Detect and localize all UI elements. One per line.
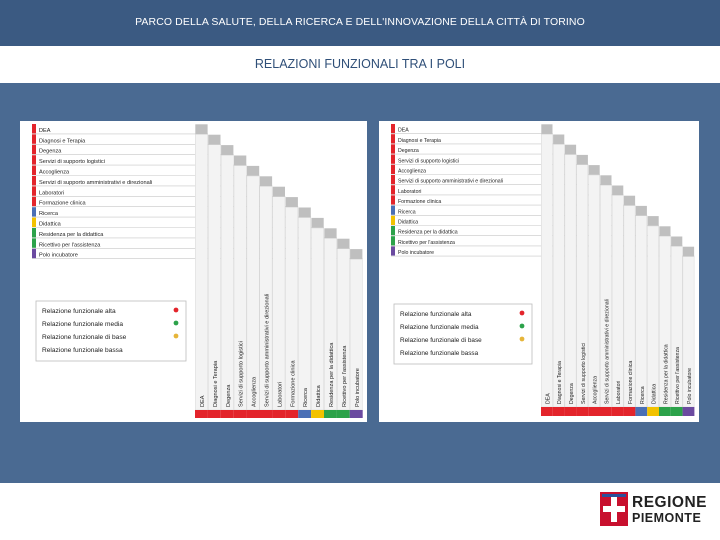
logo-text-line2: PIEMONTE bbox=[632, 511, 702, 525]
pole-color-marker bbox=[32, 197, 36, 206]
pole-column-label: DEA bbox=[545, 393, 552, 404]
header-title: PARCO DELLA SALUTE, DELLA RICERCA E DELL'INNOVAZIONE DELLA CITTÀ DI TORINO bbox=[135, 16, 585, 28]
pole-color-bar bbox=[247, 410, 260, 418]
pole-row-label: Accoglienza bbox=[39, 169, 70, 176]
pole-row-label: Accoglienza bbox=[398, 168, 426, 175]
matrix-cell bbox=[221, 145, 233, 155]
pole-color-marker bbox=[32, 238, 36, 247]
pole-row-label: Diagnosi e Terapia bbox=[398, 137, 441, 144]
pole-color-marker bbox=[32, 207, 36, 216]
pole-color-bar bbox=[624, 407, 636, 416]
pole-color-marker bbox=[32, 155, 36, 164]
pole-color-bar bbox=[635, 407, 647, 416]
matrix-cell bbox=[337, 239, 349, 249]
matrix-cell bbox=[299, 208, 311, 218]
legend-label: Relazione funzionale bassa bbox=[400, 350, 479, 357]
pole-column-label: Ricerca bbox=[303, 388, 310, 407]
legend-dot-alta bbox=[174, 308, 179, 313]
pole-row-label: Polo incubatore bbox=[39, 252, 78, 259]
matrix-cell bbox=[671, 237, 682, 247]
column-band bbox=[636, 216, 647, 407]
legend-dot-alta bbox=[520, 311, 525, 316]
pole-color-bar bbox=[671, 407, 683, 416]
pole-color-marker bbox=[391, 195, 395, 204]
matrix-cell bbox=[683, 247, 694, 257]
matrix-cell bbox=[659, 226, 670, 236]
pole-color-marker bbox=[32, 176, 36, 185]
column-band bbox=[648, 226, 659, 407]
legend-dot-base bbox=[520, 337, 525, 342]
legend-dot-media bbox=[520, 324, 525, 329]
column-band bbox=[273, 197, 285, 410]
pole-column-label: Degenza bbox=[225, 384, 232, 407]
matrix-cell bbox=[541, 124, 552, 134]
pole-color-marker bbox=[391, 124, 395, 133]
relations-matrix-right bbox=[379, 121, 699, 422]
pole-row-label: Laboratori bbox=[39, 190, 65, 197]
matrix-cell bbox=[600, 175, 611, 185]
pole-row-dea bbox=[32, 128, 208, 134]
page-subtitle: RELAZIONI FUNZIONALI TRA I POLI bbox=[254, 57, 466, 71]
column-band bbox=[247, 176, 259, 410]
pole-color-bar bbox=[541, 407, 553, 416]
matrix-cell bbox=[273, 187, 285, 197]
matrix-card-right bbox=[379, 121, 699, 422]
pole-column-label: Residenza per la didattica bbox=[328, 342, 335, 407]
pole-row-label: Diagnosi e Terapia bbox=[39, 138, 86, 145]
column-band bbox=[299, 218, 311, 410]
column-band bbox=[589, 175, 600, 407]
pole-column-label: Servizi di supporto logistici bbox=[580, 342, 587, 404]
pole-color-bar bbox=[195, 410, 208, 418]
legend-label: Relazione funzionale di base bbox=[42, 334, 127, 341]
pole-column-label: Didattica bbox=[651, 383, 658, 404]
pole-color-bar bbox=[565, 407, 577, 416]
pole-color-bar bbox=[298, 410, 311, 418]
pole-color-marker bbox=[391, 206, 395, 215]
matrix-cell bbox=[324, 228, 336, 238]
matrix-cell bbox=[565, 145, 576, 155]
pole-color-bar bbox=[285, 410, 298, 418]
pole-column-label: Didattica bbox=[316, 385, 323, 407]
matrix-cell bbox=[247, 166, 259, 176]
pole-row-label: DEA bbox=[39, 127, 51, 134]
pole-row-label: Laboratori bbox=[398, 188, 422, 195]
pole-color-marker bbox=[32, 218, 36, 227]
pole-color-marker bbox=[32, 124, 36, 133]
column-band bbox=[311, 228, 323, 410]
pole-color-bar bbox=[221, 410, 234, 418]
matrix-cell bbox=[648, 216, 659, 226]
pole-color-marker bbox=[391, 226, 395, 235]
pole-color-bar bbox=[350, 410, 363, 418]
pole-color-marker bbox=[391, 155, 395, 164]
pole-row-label: Ricettivo per l'assistenza bbox=[398, 239, 455, 246]
pole-row-label: Ricerca bbox=[39, 211, 58, 218]
pole-color-marker bbox=[391, 144, 395, 153]
legend-label: Relazione funzionale bassa bbox=[42, 347, 123, 354]
pole-column-label: DEA bbox=[199, 395, 206, 407]
pole-color-bar bbox=[337, 410, 350, 418]
pole-column-label: Degenza bbox=[569, 383, 575, 404]
legend-label: Relazione funzionale alta bbox=[400, 311, 472, 318]
pole-color-marker bbox=[391, 236, 395, 245]
logo-text-line1: REGIONE bbox=[632, 494, 707, 511]
pole-row-label: Ricettivo per l'assistenza bbox=[39, 242, 101, 249]
matrix-cell bbox=[195, 124, 207, 134]
pole-row-label: Residenza per la didattica bbox=[39, 231, 104, 238]
legend-label: Relazione funzionale media bbox=[400, 324, 479, 331]
legend-dot-media bbox=[174, 321, 179, 326]
legend-label: Relazione funzionale alta bbox=[42, 308, 116, 315]
pole-color-bar bbox=[553, 407, 565, 416]
legend bbox=[36, 301, 186, 361]
matrix-card-left bbox=[20, 121, 367, 422]
legend bbox=[394, 304, 532, 364]
matrix-cell bbox=[350, 249, 362, 259]
pole-column-label: Accoglienza bbox=[251, 376, 258, 407]
pole-color-marker bbox=[391, 185, 395, 194]
pole-column-label: Polo incubatore bbox=[354, 368, 361, 407]
pole-color-bar bbox=[659, 407, 671, 416]
pole-color-bar bbox=[612, 407, 624, 416]
pole-column-label: Ricerca bbox=[639, 386, 646, 404]
pole-row-diagnosi-e-terapia bbox=[32, 138, 221, 144]
matrix-cell bbox=[286, 197, 298, 207]
pole-column-label: Diagnosi e Terapia bbox=[212, 360, 219, 407]
column-band bbox=[612, 195, 623, 407]
pole-column-label: Residenza per la didattica bbox=[663, 344, 670, 404]
pole-color-marker bbox=[32, 228, 36, 237]
pole-color-marker bbox=[32, 249, 36, 258]
pole-color-marker bbox=[391, 134, 395, 143]
matrix-cell bbox=[311, 218, 323, 228]
pole-column-label: Servizi di supporto logistici bbox=[238, 341, 245, 407]
pole-color-bar bbox=[260, 410, 273, 418]
pole-column-label: Servizi di supporto amministrativi e direzionali bbox=[264, 293, 271, 407]
pole-color-marker bbox=[32, 134, 36, 143]
pole-row-label: Didattica bbox=[398, 219, 419, 226]
column-band bbox=[565, 155, 576, 407]
pole-color-marker bbox=[391, 175, 395, 184]
column-band bbox=[195, 134, 207, 410]
pole-color-bar bbox=[208, 410, 221, 418]
pole-row-label: DEA bbox=[398, 127, 409, 134]
pole-row-label: Servizi di supporto amministrativi e direzionali bbox=[39, 179, 153, 186]
pole-color-marker bbox=[391, 216, 395, 225]
pole-color-marker bbox=[32, 166, 36, 175]
pole-row-label: Formazione clinica bbox=[39, 200, 86, 207]
pole-column-label: Ricettivo per l'assistenza bbox=[675, 347, 682, 404]
column-band bbox=[541, 134, 552, 407]
matrix-cell bbox=[589, 165, 600, 175]
pole-row-label: Degenza bbox=[39, 148, 62, 155]
pole-column-label: Servizi di supporto amministrativi e direzionali bbox=[604, 299, 611, 404]
pole-color-marker bbox=[391, 246, 395, 255]
matrix-cell bbox=[234, 156, 246, 166]
pole-column-label: Formazione clinica bbox=[290, 360, 297, 407]
pole-color-bar bbox=[647, 407, 659, 416]
matrix-cell bbox=[612, 186, 623, 196]
pole-color-marker bbox=[32, 145, 36, 154]
pole-row-label: Degenza bbox=[398, 148, 419, 155]
pole-row-label: Polo incubatore bbox=[398, 250, 435, 257]
pole-color-bar bbox=[324, 410, 337, 418]
pole-column-label: Laboratori bbox=[616, 380, 623, 404]
pole-row-label: Residenza per la didattica bbox=[398, 229, 458, 236]
matrix-cell bbox=[553, 135, 564, 145]
pole-row-label: Servizi di supporto logistici bbox=[39, 159, 105, 166]
matrix-cell bbox=[260, 176, 272, 186]
pole-color-marker bbox=[32, 186, 36, 195]
pole-color-bar bbox=[576, 407, 588, 416]
pole-column-label: Formazione clinica bbox=[628, 360, 634, 404]
pole-column-label: Ricettivo per l'assistenza bbox=[341, 345, 348, 407]
legend-label: Relazione funzionale di base bbox=[400, 337, 482, 344]
pole-row-label: Servizi di supporto logistici bbox=[398, 158, 460, 165]
pole-color-bar bbox=[588, 407, 600, 416]
legend-dot-base bbox=[174, 334, 179, 339]
legend-label: Relazione funzionale media bbox=[42, 321, 124, 328]
pole-color-bar bbox=[683, 407, 695, 416]
pole-color-bar bbox=[272, 410, 285, 418]
matrix-cell bbox=[624, 196, 635, 206]
pole-color-bar bbox=[600, 407, 612, 416]
pole-column-label: Accoglienza bbox=[592, 376, 599, 404]
pole-row-label: Formazione clinica bbox=[398, 199, 442, 206]
matrix-cell bbox=[208, 135, 220, 145]
column-band bbox=[221, 155, 233, 410]
pole-column-label: Polo incubatore bbox=[687, 367, 693, 404]
relations-matrix-left bbox=[20, 121, 367, 422]
pole-color-bar bbox=[311, 410, 324, 418]
matrix-cell bbox=[577, 155, 588, 165]
pole-column-label: Laboratori bbox=[277, 381, 284, 407]
pole-row-dea bbox=[391, 128, 553, 134]
pole-color-marker bbox=[391, 165, 395, 174]
pole-row-label: Servizi di supporto amministrativi e direzionali bbox=[398, 178, 503, 185]
pole-color-bar bbox=[234, 410, 247, 418]
pole-row-label: Didattica bbox=[39, 221, 61, 228]
pole-row-diagnosi-e-terapia bbox=[391, 138, 565, 144]
pole-column-label: Diagnosi e Terapia bbox=[557, 361, 564, 404]
matrix-cell bbox=[636, 206, 647, 216]
pole-row-label: Ricerca bbox=[398, 209, 416, 216]
